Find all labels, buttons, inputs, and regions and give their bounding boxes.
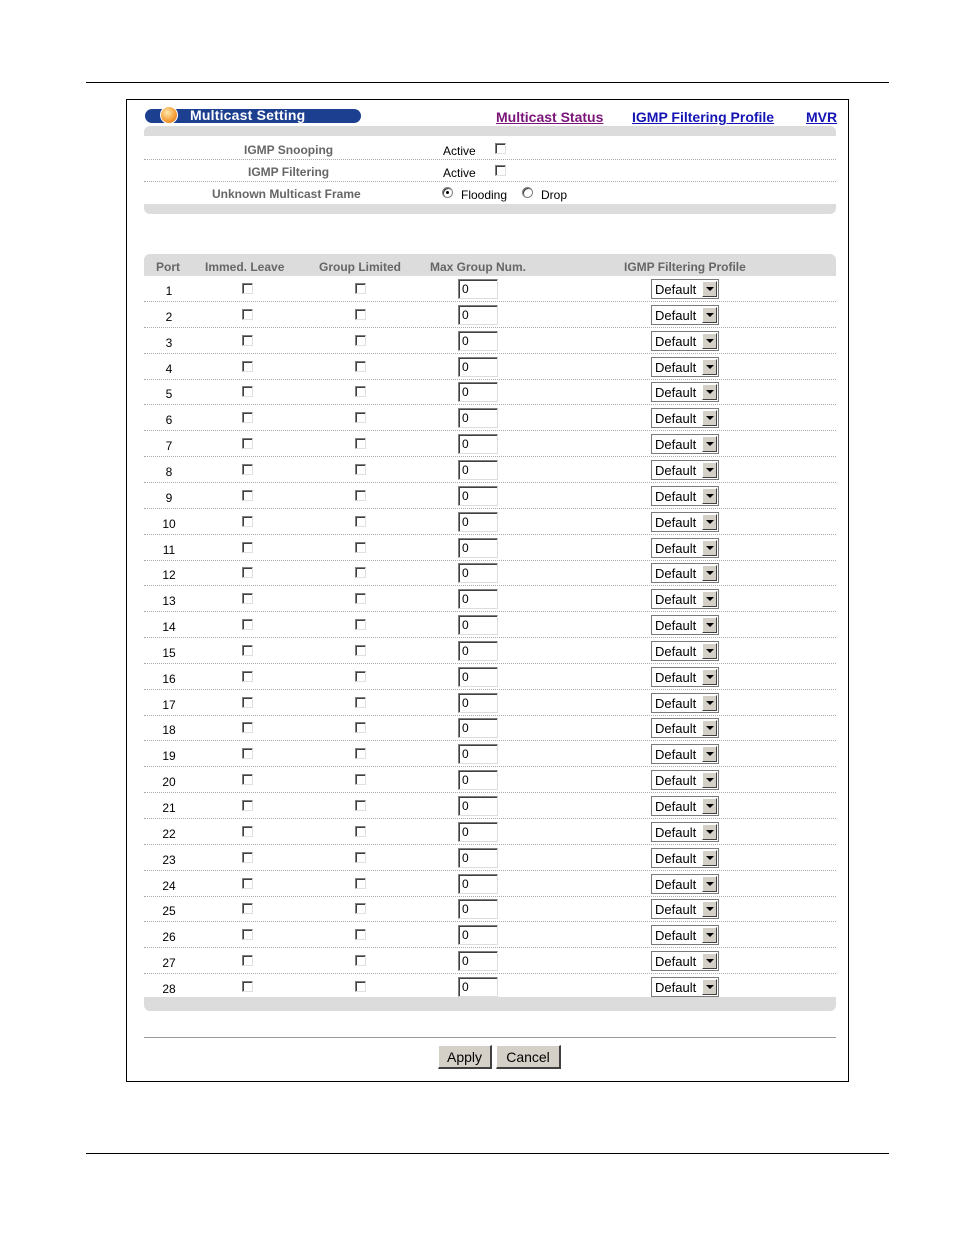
immed-leave-checkbox[interactable] [242, 309, 253, 320]
chevron-down-icon[interactable] [702, 488, 717, 504]
igmp-filtering-profile-select[interactable] [651, 563, 719, 583]
multicast-status-link[interactable]: Multicast Status [496, 109, 604, 125]
igmp-filtering-profile-link[interactable]: IGMP Filtering Profile [632, 109, 775, 125]
igmp-filtering-active-label: Active [443, 166, 476, 180]
max-group-num-input[interactable]: 0 [458, 718, 498, 738]
group-limited-checkbox[interactable] [355, 722, 366, 733]
max-group-num-input[interactable]: 0 [458, 925, 498, 945]
group-limited-checkbox[interactable] [355, 283, 366, 294]
igmp-filtering-profile-select[interactable] [651, 951, 719, 971]
immed-leave-checkbox[interactable] [242, 361, 253, 372]
immed-leave-checkbox[interactable] [242, 697, 253, 708]
select-value: Default [655, 411, 697, 427]
igmp-filtering-profile-select[interactable] [651, 925, 719, 945]
group-limited-checkbox[interactable] [355, 826, 366, 837]
table-row [144, 535, 836, 561]
table-row [144, 379, 836, 405]
chevron-down-icon[interactable] [702, 333, 717, 349]
immed-leave-checkbox[interactable] [242, 464, 253, 475]
igmp-filtering-profile-select[interactable] [651, 770, 719, 790]
select-value: Default [655, 747, 697, 763]
max-group-num-input[interactable]: 0 [458, 744, 498, 764]
table-row [144, 690, 836, 716]
chevron-down-icon[interactable] [702, 953, 717, 969]
chevron-down-icon[interactable] [702, 824, 717, 840]
divider [144, 159, 836, 160]
group-limited-checkbox[interactable] [355, 335, 366, 346]
immed-leave-checkbox[interactable] [242, 438, 253, 449]
max-group-num-input[interactable]: 0 [458, 512, 498, 532]
igmp-snooping-label: IGMP Snooping [244, 143, 334, 157]
max-group-num-input[interactable]: 0 [458, 408, 498, 428]
group-limited-checkbox[interactable] [355, 516, 366, 527]
port-number: 16 [162, 671, 176, 686]
group-limited-checkbox[interactable] [355, 800, 366, 811]
igmp-filtering-profile-select[interactable] [651, 718, 719, 738]
max-group-num-input[interactable]: 0 [458, 589, 498, 609]
table-row [144, 354, 836, 380]
immed-leave-checkbox[interactable] [242, 878, 253, 889]
table-row [144, 457, 836, 483]
igmp-snooping-checkbox[interactable] [495, 143, 506, 154]
igmp-filtering-profile-select[interactable] [651, 331, 719, 351]
select-value: Default [655, 643, 697, 659]
port-number: 25 [162, 904, 176, 919]
table-row [144, 715, 836, 741]
port-number: 10 [162, 516, 176, 531]
table-row [144, 819, 836, 845]
chevron-down-icon[interactable] [702, 669, 717, 685]
group-limited-checkbox[interactable] [355, 955, 366, 966]
apply-button[interactable]: Apply [438, 1045, 492, 1069]
igmp-filtering-profile-select[interactable] [651, 486, 719, 506]
igmp-filtering-profile-select[interactable] [651, 460, 719, 480]
group-limited-checkbox[interactable] [355, 438, 366, 449]
max-group-num-input[interactable]: 0 [458, 770, 498, 790]
select-value: Default [655, 902, 697, 918]
immed-leave-checkbox[interactable] [242, 748, 253, 759]
chevron-down-icon[interactable] [702, 307, 717, 323]
chevron-down-icon[interactable] [702, 359, 717, 375]
select-value: Default [655, 514, 697, 530]
select-value: Default [655, 488, 697, 504]
group-limited-checkbox[interactable] [355, 645, 366, 656]
button-separator [144, 1037, 836, 1038]
port-number: 13 [162, 594, 176, 609]
max-group-num-input[interactable]: 0 [458, 460, 498, 480]
select-value: Default [655, 954, 697, 970]
col-igmp-filtering-profile: IGMP Filtering Profile [624, 260, 746, 274]
max-group-num-input[interactable]: 0 [458, 486, 498, 506]
group-limited-checkbox[interactable] [355, 412, 366, 423]
igmp-filtering-profile-select[interactable] [651, 874, 719, 894]
port-number: 18 [162, 723, 176, 738]
max-group-num-input[interactable]: 0 [458, 899, 498, 919]
max-group-num-input[interactable]: 0 [458, 951, 498, 971]
table-row [144, 302, 836, 328]
max-group-num-input[interactable]: 0 [458, 693, 498, 713]
immed-leave-checkbox[interactable] [242, 722, 253, 733]
select-value: Default [655, 773, 697, 789]
table-row [144, 612, 836, 638]
immed-leave-checkbox[interactable] [242, 903, 253, 914]
igmp-filtering-profile-select[interactable] [651, 693, 719, 713]
port-number: 22 [162, 826, 176, 841]
table-row [144, 871, 836, 897]
table-row [144, 664, 836, 690]
table-bottom-band [144, 997, 836, 1011]
max-group-num-input[interactable]: 0 [458, 848, 498, 868]
port-number: 1 [165, 284, 173, 298]
max-group-num-input[interactable]: 0 [458, 305, 498, 325]
chevron-down-icon[interactable] [702, 746, 717, 762]
igmp-filtering-profile-select[interactable] [651, 667, 719, 687]
settings-bottom-band [144, 204, 836, 214]
max-group-num-input[interactable]: 0 [458, 279, 498, 299]
chevron-down-icon[interactable] [702, 979, 717, 995]
page-top-rule [86, 82, 889, 83]
port-number: 26 [162, 930, 176, 945]
igmp-filtering-label: IGMP Filtering [248, 165, 330, 179]
igmp-filtering-profile-select[interactable] [651, 744, 719, 764]
col-max-group-num: Max Group Num. [430, 260, 527, 274]
chevron-down-icon[interactable] [702, 462, 717, 478]
immed-leave-checkbox[interactable] [242, 852, 253, 863]
chevron-down-icon[interactable] [702, 410, 717, 426]
table-row [144, 276, 836, 302]
table-row [144, 948, 836, 974]
port-number: 27 [162, 956, 176, 971]
group-limited-checkbox[interactable] [355, 697, 366, 708]
select-value: Default [655, 566, 697, 582]
chevron-down-icon[interactable] [702, 901, 717, 917]
port-number: 8 [165, 464, 173, 479]
immed-leave-checkbox[interactable] [242, 593, 253, 604]
igmp-filtering-profile-select[interactable] [651, 305, 719, 325]
chevron-down-icon[interactable] [702, 927, 717, 943]
group-limited-checkbox[interactable] [355, 309, 366, 320]
chevron-down-icon[interactable] [702, 695, 717, 711]
select-value: Default [655, 540, 697, 556]
port-number: 2 [165, 309, 173, 324]
immed-leave-checkbox[interactable] [242, 516, 253, 527]
select-value: Default [655, 282, 697, 297]
select-value: Default [655, 979, 697, 995]
max-group-num-input[interactable]: 0 [458, 563, 498, 583]
drop-radio[interactable] [522, 187, 533, 198]
group-limited-checkbox[interactable] [355, 386, 366, 397]
table-row [144, 767, 836, 793]
select-value: Default [655, 618, 697, 634]
group-limited-checkbox[interactable] [355, 671, 366, 682]
immed-leave-checkbox[interactable] [242, 645, 253, 656]
immed-leave-checkbox[interactable] [242, 386, 253, 397]
igmp-filtering-profile-select[interactable] [651, 615, 719, 635]
igmp-filtering-checkbox[interactable] [495, 165, 506, 176]
group-limited-checkbox[interactable] [355, 490, 366, 501]
mvr-link[interactable]: MVR [806, 109, 838, 125]
chevron-down-icon[interactable] [702, 514, 717, 530]
group-limited-checkbox[interactable] [355, 542, 366, 553]
max-group-num-input[interactable]: 0 [458, 796, 498, 816]
group-limited-checkbox[interactable] [355, 981, 366, 992]
igmp-filtering-profile-select[interactable] [651, 977, 719, 997]
group-limited-checkbox[interactable] [355, 852, 366, 863]
title-orb-icon [160, 106, 178, 124]
table-row [144, 405, 836, 431]
immed-leave-checkbox[interactable] [242, 619, 253, 630]
port-number: 9 [165, 490, 173, 505]
max-group-num-input[interactable]: 0 [458, 641, 498, 661]
immed-leave-checkbox[interactable] [242, 981, 253, 992]
table-row [144, 638, 836, 664]
igmp-filtering-profile-select[interactable] [651, 796, 719, 816]
igmp-filtering-profile-select[interactable] [651, 538, 719, 558]
chevron-down-icon[interactable] [702, 436, 717, 452]
select-value: Default [655, 592, 697, 608]
port-number: 6 [165, 413, 173, 428]
page-title: Multicast Setting [190, 107, 306, 123]
chevron-down-icon[interactable] [702, 281, 717, 297]
max-group-num-input[interactable]: 0 [458, 615, 498, 635]
table-row [144, 431, 836, 457]
select-value: Default [655, 359, 697, 375]
table-row [144, 586, 836, 612]
immed-leave-checkbox[interactable] [242, 800, 253, 811]
flooding-radio[interactable] [442, 187, 453, 198]
immed-leave-checkbox[interactable] [242, 490, 253, 501]
port-number: 17 [162, 697, 176, 712]
igmp-filtering-profile-select[interactable] [651, 434, 719, 454]
group-limited-checkbox[interactable] [355, 593, 366, 604]
select-value: Default [655, 462, 697, 478]
table-row [144, 896, 836, 922]
immed-leave-checkbox[interactable] [242, 283, 253, 294]
port-number: 7 [165, 439, 173, 454]
port-number: 24 [162, 878, 176, 893]
select-value: Default [655, 824, 697, 840]
port-number: 19 [162, 749, 176, 764]
max-group-num-input[interactable]: 0 [458, 667, 498, 687]
chevron-down-icon[interactable] [702, 720, 717, 736]
igmp-filtering-profile-select[interactable] [651, 279, 719, 299]
select-value: Default [655, 307, 697, 323]
igmp-filtering-profile-select[interactable] [651, 848, 719, 868]
select-value: Default [655, 333, 697, 349]
igmp-snooping-active-label: Active [443, 144, 476, 158]
select-value: Default [655, 669, 697, 685]
col-immed-leave: Immed. Leave [205, 260, 285, 274]
chevron-down-icon[interactable] [702, 565, 717, 581]
max-group-num-input[interactable]: 0 [458, 538, 498, 558]
select-value: Default [655, 721, 697, 737]
chevron-down-icon[interactable] [702, 384, 717, 400]
chevron-down-icon[interactable] [702, 540, 717, 556]
col-port: Port [156, 260, 180, 274]
group-limited-checkbox[interactable] [355, 774, 366, 785]
chevron-down-icon[interactable] [702, 617, 717, 633]
chevron-down-icon[interactable] [702, 798, 717, 814]
port-number: 5 [165, 387, 173, 402]
select-value: Default [655, 695, 697, 711]
table-row [144, 741, 836, 767]
igmp-filtering-profile-select[interactable] [651, 589, 719, 609]
immed-leave-checkbox[interactable] [242, 671, 253, 682]
igmp-filtering-profile-select[interactable] [651, 512, 719, 532]
col-group-limited: Group Limited [319, 260, 401, 274]
divider [144, 181, 836, 182]
select-value: Default [655, 437, 697, 453]
select-value: Default [655, 876, 697, 892]
table-row [144, 793, 836, 819]
page-bottom-rule [86, 1153, 889, 1154]
table-row [144, 922, 836, 948]
group-limited-checkbox[interactable] [355, 878, 366, 889]
igmp-filtering-profile-select[interactable] [651, 357, 719, 377]
group-limited-checkbox[interactable] [355, 748, 366, 759]
drop-label: Drop [541, 188, 568, 202]
group-limited-checkbox[interactable] [355, 903, 366, 914]
group-limited-checkbox[interactable] [355, 929, 366, 940]
table-row [144, 483, 836, 509]
immed-leave-checkbox[interactable] [242, 826, 253, 837]
table-row [144, 328, 836, 354]
multicast-setting-panel [126, 99, 849, 1082]
group-limited-checkbox[interactable] [355, 567, 366, 578]
port-number: 15 [162, 645, 176, 660]
settings-top-band [144, 126, 836, 136]
immed-leave-checkbox[interactable] [242, 955, 253, 966]
igmp-filtering-profile-select[interactable] [651, 822, 719, 842]
immed-leave-checkbox[interactable] [242, 412, 253, 423]
chevron-down-icon[interactable] [702, 850, 717, 866]
max-group-num-input[interactable]: 0 [458, 434, 498, 454]
port-number: 20 [162, 775, 176, 790]
max-group-num-input[interactable]: 0 [458, 977, 498, 997]
immed-leave-checkbox[interactable] [242, 774, 253, 785]
port-number: 3 [165, 335, 173, 350]
max-group-num-input[interactable]: 0 [458, 331, 498, 351]
select-value: Default [655, 385, 697, 401]
group-limited-checkbox[interactable] [355, 361, 366, 372]
immed-leave-checkbox[interactable] [242, 929, 253, 940]
unknown-multicast-frame-label: Unknown Multicast Frame [212, 187, 361, 201]
port-number: 12 [162, 568, 176, 583]
igmp-filtering-profile-select[interactable] [651, 408, 719, 428]
chevron-down-icon[interactable] [702, 772, 717, 788]
port-number: 11 [162, 542, 176, 557]
chevron-down-icon[interactable] [702, 876, 717, 892]
select-value: Default [655, 850, 697, 866]
table-row [144, 509, 836, 535]
immed-leave-checkbox[interactable] [242, 542, 253, 553]
chevron-down-icon[interactable] [702, 643, 717, 659]
max-group-num-input[interactable]: 0 [458, 382, 498, 402]
port-number: 21 [162, 801, 176, 815]
max-group-num-input[interactable]: 0 [458, 874, 498, 894]
select-value: Default [655, 928, 697, 944]
table-row [144, 845, 836, 871]
table-row [144, 560, 836, 586]
group-limited-checkbox[interactable] [355, 464, 366, 475]
flooding-label: Flooding [461, 188, 508, 202]
igmp-filtering-profile-select[interactable] [651, 641, 719, 661]
group-limited-checkbox[interactable] [355, 619, 366, 630]
port-number: 28 [162, 981, 176, 996]
cancel-button[interactable]: Cancel [496, 1045, 561, 1069]
port-number: 4 [165, 361, 173, 376]
igmp-filtering-profile-select[interactable] [651, 382, 719, 402]
immed-leave-checkbox[interactable] [242, 335, 253, 346]
max-group-num-input[interactable]: 0 [458, 357, 498, 377]
select-value: Default [655, 799, 697, 814]
igmp-filtering-profile-select[interactable] [651, 899, 719, 919]
immed-leave-checkbox[interactable] [242, 567, 253, 578]
port-number: 23 [162, 852, 176, 867]
max-group-num-input[interactable]: 0 [458, 822, 498, 842]
chevron-down-icon[interactable] [702, 591, 717, 607]
port-number: 14 [162, 620, 176, 635]
